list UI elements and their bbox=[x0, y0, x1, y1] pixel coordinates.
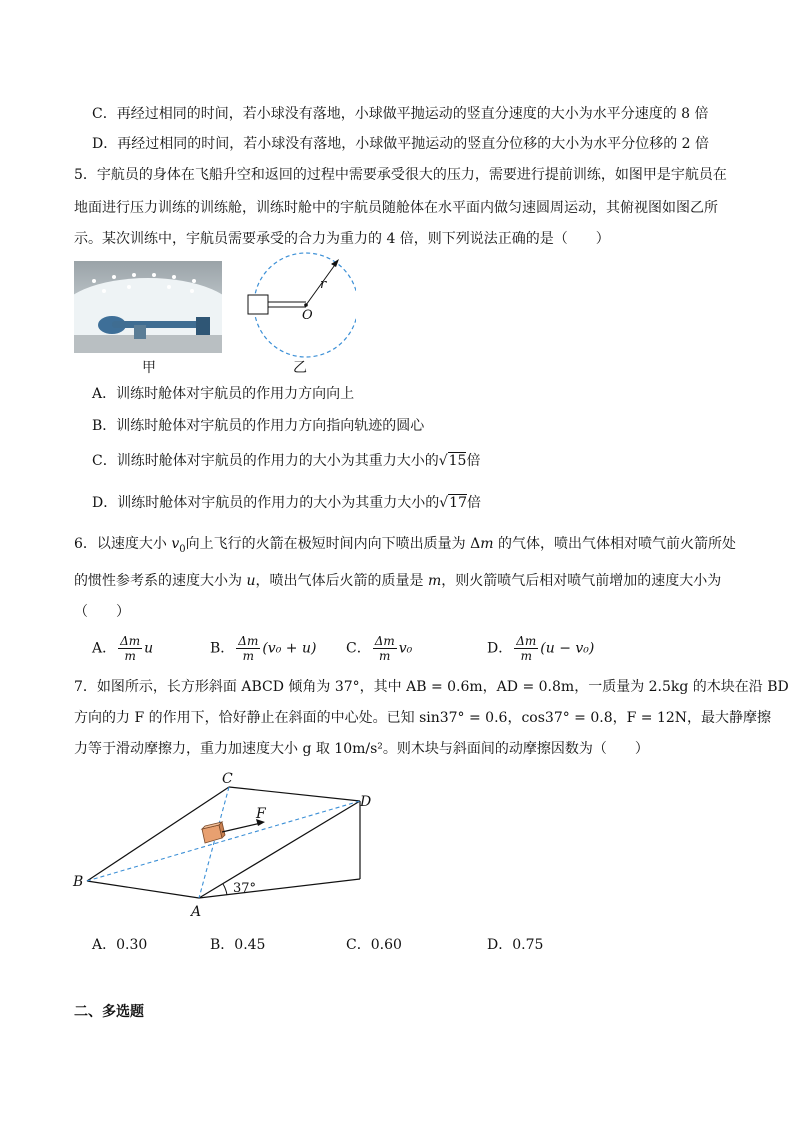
figure-label-yi: 乙 bbox=[293, 360, 307, 376]
q6-option-b: B． $\frac{\Delta m}{m}$ (v₀ + u) bbox=[210, 634, 317, 663]
q4-option-d: D．再经过相同的时间，若小球没有落地，小球做平抛运动的竖直分位移的大小为水平分位移的 2 倍 bbox=[92, 136, 710, 152]
q6-stem-line-3: （ ） bbox=[74, 604, 130, 620]
q6-stem-line-2: 的惯性参考系的速度大小为 u，喷出气体后火箭的质量是 m，则火箭喷气后相对喷气前增加的速度大小为 bbox=[74, 573, 722, 589]
q6-stem-line-1: 6．以速度大小 $v_0$向上飞行的火箭在极短时间内向下喷出质量为 Δm 的气体，喷出气体相对喷气前火箭所处 bbox=[74, 536, 736, 555]
figure-label-jia: 甲 bbox=[142, 360, 156, 376]
q7-option-c: C．0.60 bbox=[346, 937, 402, 953]
q7-stem-line-3: 力等于滑动摩擦力，重力加速度大小 g 取 10m/s²。则木块与斜面间的动摩擦因数为（ ） bbox=[74, 741, 649, 757]
q5-stem-line-1: 5．宇航员的身体在飞船升空和返回的过程中需要承受很大的压力，需要进行提前训练，如图甲是宇航员在 bbox=[74, 167, 727, 183]
angle-label: 37° bbox=[233, 881, 257, 896]
q6-option-c: C． $\frac{\Delta m}{m}$ v₀ bbox=[346, 634, 413, 663]
q7-stem-line-2: 方向的力 F 的作用下，恰好静止在斜面的中心处。已知 sin37° = 0.6，cos37° = 0.8，F = 12N，最大静摩擦 bbox=[74, 710, 772, 726]
training-capsule-photo bbox=[74, 261, 222, 353]
incline-diagram bbox=[70, 768, 380, 920]
center-label: O bbox=[302, 308, 313, 323]
q5-stem-line-3: 示。某次训练中，宇航员需要承受的合力为重力的 4 倍，则下列说法正确的是（ ） bbox=[74, 231, 610, 247]
q5-option-c: C．训练时舱体对宇航员的作用力的大小为其重力大小的√15倍 bbox=[92, 453, 481, 469]
q5-option-a: A．训练时舱体对宇航员的作用力方向向上 bbox=[92, 386, 355, 402]
radius-label: r bbox=[320, 277, 327, 292]
q5-stem-line-2: 地面进行压力训练的训练舱，训练时舱中的宇航员随舱体在水平面内做匀速圆周运动，其俯视图如图乙所 bbox=[74, 200, 718, 216]
vertex-label-d: D bbox=[360, 794, 372, 810]
q4-option-c: C．再经过相同的时间，若小球没有落地，小球做平抛运动的竖直分速度的大小为水平分速度的 8 倍 bbox=[92, 106, 709, 122]
vertex-label-b: B bbox=[73, 874, 84, 890]
vertex-label-a: A bbox=[191, 904, 202, 920]
q7-option-b: B．0.45 bbox=[210, 937, 266, 953]
force-arrow bbox=[222, 823, 261, 832]
vertex-label-c: C bbox=[222, 771, 233, 787]
section-title-multiple-choice: 二、多选题 bbox=[74, 1004, 144, 1020]
force-label: F bbox=[256, 806, 266, 822]
capsule-box bbox=[248, 295, 268, 314]
wooden-block bbox=[202, 822, 225, 843]
q6-option-d: D． $\frac{\Delta m}{m}$ (u − v₀) bbox=[487, 634, 595, 663]
q7-option-a: A．0.30 bbox=[92, 937, 148, 953]
q7-stem-line-1: 7．如图所示，长方形斜面 ABCD 倾角为 37°，其中 AB = 0.6m，AD = 0.8m，一质量为 2.5kg 的木块在沿 BD bbox=[74, 679, 789, 695]
q5-option-d: D．训练时舱体对宇航员的作用力的大小为其重力大小的√17倍 bbox=[92, 495, 481, 511]
top-view-diagram bbox=[236, 248, 356, 364]
q5-option-b: B．训练时舱体对宇航员的作用力方向指向轨迹的圆心 bbox=[92, 418, 425, 434]
q7-option-d: D．0.75 bbox=[487, 937, 544, 953]
q6-option-a: A． $\frac{\Delta m}{m}$ u bbox=[92, 634, 154, 663]
